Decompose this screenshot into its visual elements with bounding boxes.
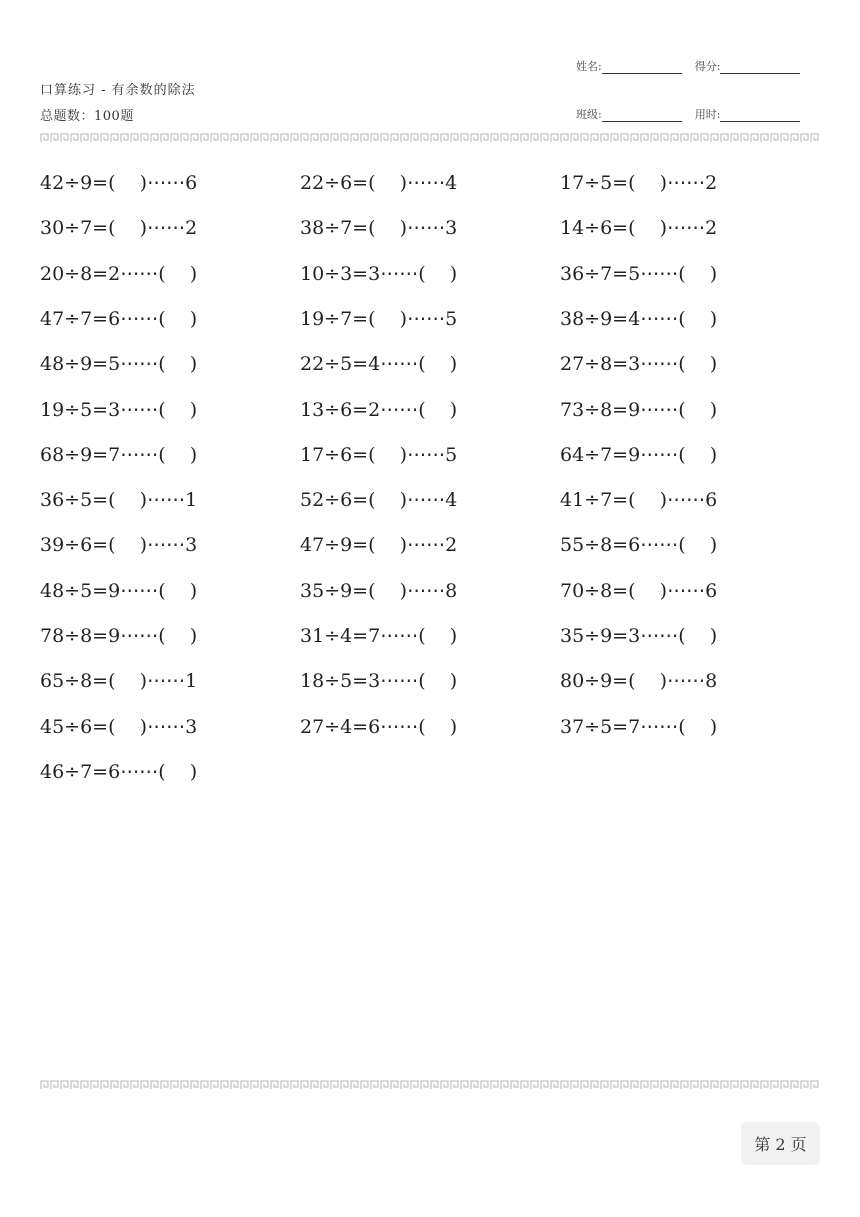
time-label: 用时: bbox=[694, 108, 721, 121]
page-number-badge bbox=[741, 1122, 820, 1165]
problem-item: 36÷5=( )⋯⋯1 bbox=[40, 489, 198, 512]
header-fields-row-1 bbox=[576, 58, 800, 74]
problem-item: 78÷8=9⋯⋯( ) bbox=[40, 625, 198, 647]
problem-item: 22÷5=4⋯⋯( ) bbox=[300, 353, 458, 376]
problem-item: 42÷9=( )⋯⋯6 bbox=[40, 172, 198, 194]
time-blank bbox=[720, 111, 800, 122]
problem-item: 17÷6=( )⋯⋯5 bbox=[300, 443, 458, 466]
problem-item: 64÷7=9⋯⋯( ) bbox=[560, 443, 718, 466]
time-field bbox=[695, 106, 801, 122]
problem-item: 48÷9=5⋯⋯( ) bbox=[40, 353, 198, 376]
worksheet-header bbox=[40, 79, 196, 124]
class-label: 班级: bbox=[576, 108, 602, 121]
problem-item: 19÷7=( )⋯⋯5 bbox=[300, 307, 458, 330]
problem-item: 47÷7=6⋯⋯( ) bbox=[40, 307, 198, 330]
problem-item: 73÷8=9⋯⋯( ) bbox=[560, 398, 718, 421]
problem-item: 22÷6=( )⋯⋯4 bbox=[300, 172, 458, 194]
problem-item: 80÷9=( )⋯⋯8 bbox=[560, 670, 718, 693]
problem-item: 35÷9=3⋯⋯( ) bbox=[560, 625, 718, 647]
problem-item: 36÷7=5⋯⋯( ) bbox=[560, 262, 718, 285]
decorative-border-top bbox=[40, 133, 820, 143]
problem-item: 47÷9=( )⋯⋯2 bbox=[300, 534, 458, 557]
problem-item: 31÷4=7⋯⋯( ) bbox=[300, 625, 458, 647]
problem-item: 35÷9=( )⋯⋯8 bbox=[300, 579, 458, 602]
score-label: 得分: bbox=[694, 60, 721, 73]
problem-item: 48÷5=9⋯⋯( ) bbox=[40, 579, 198, 602]
problem-item: 38÷9=4⋯⋯( ) bbox=[560, 307, 718, 330]
problem-item: 65÷8=( )⋯⋯1 bbox=[40, 670, 198, 693]
problem-item: 45÷6=( )⋯⋯3 bbox=[40, 715, 198, 738]
page-number: 第 2 页 bbox=[754, 1135, 807, 1154]
problem-item: 17÷5=( )⋯⋯2 bbox=[560, 172, 718, 194]
problem-item: 10÷3=3⋯⋯( ) bbox=[300, 262, 458, 285]
problem-item: 70÷8=( )⋯⋯6 bbox=[560, 579, 718, 602]
worksheet-title: 口算练习 - 有余数的除法 bbox=[40, 83, 196, 98]
problem-item: 41÷7=( )⋯⋯6 bbox=[560, 489, 718, 512]
name-blank bbox=[602, 63, 682, 74]
class-blank bbox=[602, 111, 682, 122]
total-count: 总题数：100题 bbox=[40, 109, 134, 124]
header-fields-row-2 bbox=[576, 106, 800, 122]
score-field bbox=[695, 58, 801, 74]
score-blank bbox=[720, 63, 800, 74]
class-field bbox=[576, 106, 682, 122]
problem-item: 68÷9=7⋯⋯( ) bbox=[40, 443, 198, 466]
problem-item: 19÷5=3⋯⋯( ) bbox=[40, 398, 198, 421]
problem-item: 20÷8=2⋯⋯( ) bbox=[40, 262, 198, 285]
problem-item: 46÷7=6⋯⋯( ) bbox=[40, 760, 198, 783]
decorative-border-bottom bbox=[40, 1080, 820, 1090]
problem-item: 52÷6=( )⋯⋯4 bbox=[300, 489, 458, 512]
problem-item: 13÷6=2⋯⋯( ) bbox=[300, 398, 458, 421]
name-label: 姓名: bbox=[576, 60, 602, 73]
problem-item: 38÷7=( )⋯⋯3 bbox=[300, 217, 458, 240]
problem-item: 55÷8=6⋯⋯( ) bbox=[560, 534, 718, 557]
name-field bbox=[576, 58, 682, 74]
problem-item: 27÷8=3⋯⋯( ) bbox=[560, 353, 718, 376]
problem-item: 39÷6=( )⋯⋯3 bbox=[40, 534, 198, 557]
problem-item: 27÷4=6⋯⋯( ) bbox=[300, 715, 458, 738]
problem-item: 30÷7=( )⋯⋯2 bbox=[40, 217, 198, 240]
problem-item: 37÷5=7⋯⋯( ) bbox=[560, 715, 718, 738]
problem-item: 14÷6=( )⋯⋯2 bbox=[560, 217, 718, 240]
problem-item: 18÷5=3⋯⋯( ) bbox=[300, 670, 458, 693]
